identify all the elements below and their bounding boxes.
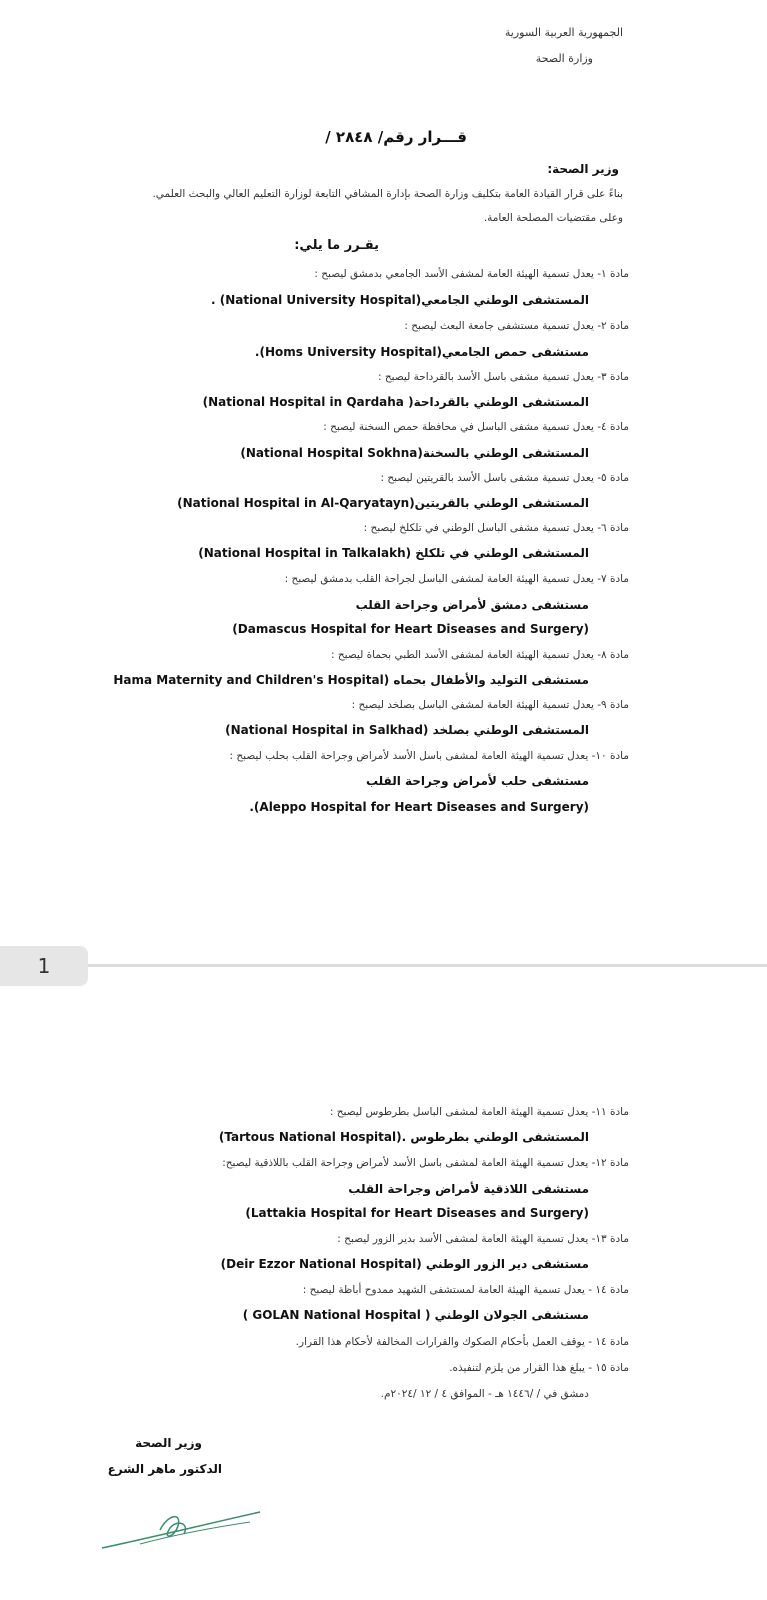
signature-name: الدكتور ماهر الشرع: [107, 1462, 222, 1476]
page-separator: [0, 964, 767, 967]
article-3-name: المستشفى الوطني بالقرداحة( National Hospital in Qardaha): [202, 395, 589, 409]
article-4-name: المستشفى الوطني بالسخنة(National Hospital Sokhna): [240, 446, 589, 460]
minister-intro: وزير الصحة:: [547, 162, 619, 176]
article-11: مادة ١١- يعدل تسمية الهيئة العامة لمشفى الباسل بطرطوس ليصبح :: [329, 1106, 629, 1118]
article-9: مادة ٩- يعدل تسمية الهيئة العامة لمشفى الباسل بصلخد ليصبح :: [351, 699, 629, 711]
article-7-name: مستشفى دمشق لأمراض وجراحة القلب: [355, 598, 589, 612]
header-ministry: وزارة الصحة: [535, 52, 593, 65]
signature-title: وزير الصحة: [135, 1436, 202, 1450]
article-8-name: مستشفى التوليد والأطفال بحماه (Hama Maternity and Children's Hospital: [113, 673, 589, 687]
article-1: مادة ١- يعدل تسمية الهيئة العامة لمشفى الأسد الجامعي بدمشق ليصبح :: [314, 268, 629, 280]
article-6: مادة ٦- يعدل تسمية مشفى الباسل الوطني في تلكلخ ليصبح :: [363, 522, 629, 534]
handwritten-signature: [100, 1500, 270, 1560]
article-12: مادة ١٢- يعدل تسمية الهيئة العامة لمشفى باسل الأسد لأمراض وجراحة القلب باللاذقية ليصبح:: [222, 1157, 629, 1169]
article-5: مادة ٥- يعدل تسمية مشفى باسل الأسد بالقريتين ليصبح :: [380, 472, 629, 484]
article-13: مادة ١٣- يعدل تسمية الهيئة العامة لمشفى الأسد بدير الزور ليصبح :: [337, 1233, 629, 1245]
article-5-name: المستشفى الوطني بالقريتين(National Hospital in Al-Qaryatayn): [177, 496, 589, 510]
date-line: دمشق في / /١٤٤٦ هـ - الموافق ٤ / ١٢ /٢٠٢٤م.: [380, 1388, 589, 1400]
decision-title: قـــرار رقم/ ٢٨٤٨ /: [325, 128, 467, 146]
article-14: مادة ١٤ - يعدل تسمية الهيئة العامة لمستشفى الشهيد ممدوح أباظة ليصبح :: [302, 1284, 629, 1296]
preamble-line-1: بناءً على قرار القيادة العامة بتكليف وزارة الصحة بإدارة المشافي التابعة لوزارة التعليم العالي والبحث العلمي.: [152, 188, 623, 200]
article-9-name: المستشفى الوطني بصلخد (National Hospital in Salkhad): [225, 723, 589, 737]
article-4: مادة ٤- يعدل تسمية مشفى الباسل في محافظة حمص السخنة ليصبح :: [323, 421, 629, 433]
closing-article-2: مادة ١٥ - يبلغ هذا القرار من يلزم لتنفيذه.: [449, 1362, 629, 1374]
article-13-name: مستشفى دير الزور الوطني (Deir Ezzor National Hospital): [220, 1257, 589, 1271]
article-8: مادة ٨- يعدل تسمية الهيئة العامة لمشفى الأسد الطبي بحماة ليصبح :: [331, 649, 629, 661]
article-14-name: مستشفى الجولان الوطني ( GOLAN National Hospital ): [242, 1308, 589, 1322]
closing-article-1: مادة ١٤ - يوقف العمل بأحكام الصكوك والقرارات المخالفة لأحكام هذا القرار.: [295, 1336, 629, 1348]
article-3: مادة ٣- يعدل تسمية مشفى باسل الأسد بالقرداحة ليصبح :: [378, 371, 629, 383]
article-11-name: المستشفى الوطني بطرطوس .(Tartous National Hospital): [218, 1130, 589, 1144]
decides-heading: يقـرر ما يلي:: [294, 238, 379, 253]
article-10-name-en: (Aleppo Hospital for Heart Diseases and Surgery).: [249, 800, 589, 814]
article-12-name-en: (Lattakia Hospital for Heart Diseases and Surgery): [245, 1206, 589, 1220]
page-number-badge: 1: [0, 946, 88, 986]
article-10: مادة ١٠- يعدل تسمية الهيئة العامة لمشفى باسل الأسد لأمراض وجراحة القلب بحلب ليصبح :: [229, 750, 629, 762]
article-7: مادة ٧- يعدل تسمية الهيئة العامة لمشفى الباسل لجراحة القلب بدمشق ليصبح :: [284, 573, 629, 585]
article-2-name: مستشفى حمص الجامعي(Homs University Hospital).: [254, 345, 589, 359]
article-10-name: مستشفى حلب لأمراض وجراحة القلب: [365, 774, 589, 788]
article-7-name-en: (Damascus Hospital for Heart Diseases and Surgery): [232, 622, 589, 636]
article-12-name: مستشفى اللاذقية لأمراض وجراحة القلب: [348, 1182, 589, 1196]
article-2: مادة ٢- يعدل تسمية مستشفى جامعة البعث ليصبح :: [404, 320, 629, 332]
article-6-name: المستشفى الوطني في تلكلخ (National Hospital in Talkalakh): [198, 546, 589, 560]
header-country: الجمهورية العربية السورية: [504, 26, 623, 39]
article-1-name: المستشفى الوطني الجامعي(National University Hospital) .: [211, 293, 589, 307]
preamble-line-2: وعلى مقتضيات المصلحة العامة.: [483, 212, 623, 224]
